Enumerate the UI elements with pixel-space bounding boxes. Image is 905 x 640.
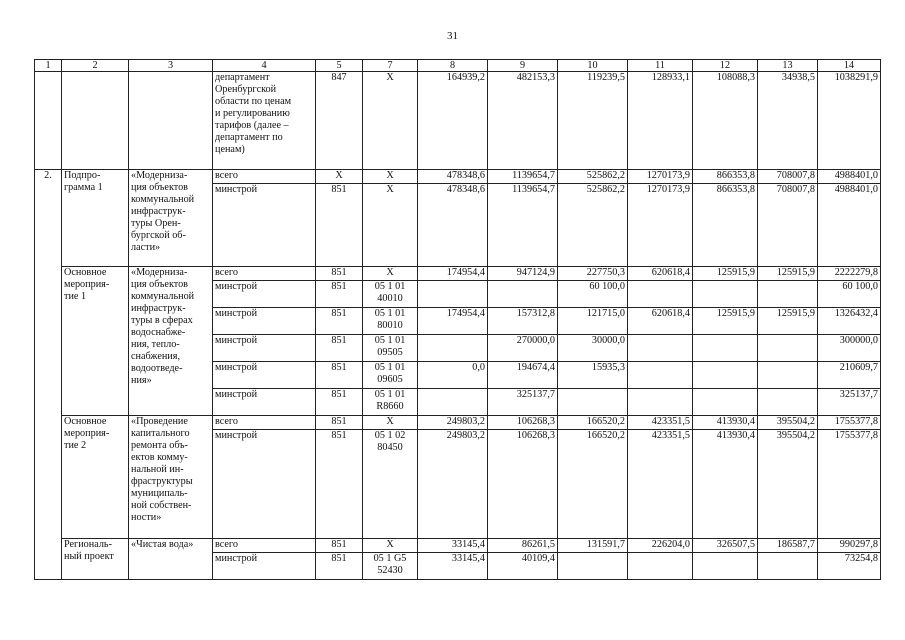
cell-code: X bbox=[363, 267, 418, 281]
table-row bbox=[35, 170, 881, 184]
table-row bbox=[35, 72, 881, 170]
cell-value: 186587,7 bbox=[758, 539, 818, 553]
cell-value: 990297,8 bbox=[818, 539, 881, 553]
cell-code: 05 1 01 40010 bbox=[363, 281, 418, 308]
cell-value: 174954,4 bbox=[418, 267, 488, 281]
page-number: 31 bbox=[447, 30, 458, 42]
cell-executor: минстрой bbox=[213, 281, 316, 308]
cell-code: 05 1 02 80450 bbox=[363, 430, 418, 539]
budget-table bbox=[34, 59, 881, 580]
cell-value bbox=[418, 281, 488, 308]
cell-value: 413930,4 bbox=[693, 430, 758, 539]
cell-grbs: 851 bbox=[316, 335, 363, 362]
cell-value: 33145,4 bbox=[418, 539, 488, 553]
cell-value: 395504,2 bbox=[758, 430, 818, 539]
cell-value: 866353,8 bbox=[693, 184, 758, 267]
cell-grbs: 847 bbox=[316, 72, 363, 170]
cell-value: 1139654,7 bbox=[488, 184, 558, 267]
cell-value: 106268,3 bbox=[488, 416, 558, 430]
cell-code: 05 1 01 R8660 bbox=[363, 389, 418, 416]
cell-grbs: 851 bbox=[316, 184, 363, 267]
cell-value: 249803,2 bbox=[418, 416, 488, 430]
cell-value: 60 100,0 bbox=[818, 281, 881, 308]
cell-grbs: 851 bbox=[316, 308, 363, 335]
cell-value bbox=[758, 335, 818, 362]
cell-value: 423351,5 bbox=[628, 416, 693, 430]
cell-value: 227750,3 bbox=[558, 267, 628, 281]
cell-value: 157312,8 bbox=[488, 308, 558, 335]
cell-value: 1326432,4 bbox=[818, 308, 881, 335]
cell-value: 413930,4 bbox=[693, 416, 758, 430]
header-cell: 7 bbox=[363, 60, 418, 72]
cell-value: 4988401,0 bbox=[818, 184, 881, 267]
cell-value bbox=[418, 389, 488, 416]
cell-value: 33145,4 bbox=[418, 553, 488, 580]
cell-number: 2. bbox=[35, 170, 62, 580]
cell-value: 325137,7 bbox=[488, 389, 558, 416]
cell-value: 125915,9 bbox=[693, 267, 758, 281]
cell-value: 482153,3 bbox=[488, 72, 558, 170]
cell-status: Основное мероприя- тие 1 bbox=[62, 267, 129, 416]
cell-value bbox=[418, 335, 488, 362]
cell-value bbox=[693, 553, 758, 580]
cell-value: 106268,3 bbox=[488, 430, 558, 539]
cell-value bbox=[558, 553, 628, 580]
cell-value: 525862,2 bbox=[558, 184, 628, 267]
cell-status: Подпро- грамма 1 bbox=[62, 170, 129, 267]
cell-value: 125915,9 bbox=[693, 308, 758, 335]
cell-value: 1755377,8 bbox=[818, 416, 881, 430]
cell-value bbox=[758, 281, 818, 308]
cell-program-name: «Модерниза- ция объектов коммунальной инфраструк- туры в сферах водоснабже- ния, тепло- снабжения, водоотведе- ния» bbox=[129, 267, 213, 416]
cell-value: 30000,0 bbox=[558, 335, 628, 362]
header-cell: 13 bbox=[758, 60, 818, 72]
cell-value: 210609,7 bbox=[818, 362, 881, 389]
cell-value: 125915,9 bbox=[758, 267, 818, 281]
cell-code: 05 1 G5 52430 bbox=[363, 553, 418, 580]
table-row bbox=[35, 539, 881, 553]
cell-code: 05 1 01 09505 bbox=[363, 335, 418, 362]
cell-executor: департамент Оренбургской области по ценам и регулированию тарифов (далее – департамент по ценам) bbox=[213, 72, 316, 170]
cell-value: 423351,5 bbox=[628, 430, 693, 539]
cell-value: 478348,6 bbox=[418, 184, 488, 267]
cell-code: X bbox=[363, 170, 418, 184]
cell-value: 708007,8 bbox=[758, 184, 818, 267]
cell-value bbox=[693, 389, 758, 416]
cell-grbs: 851 bbox=[316, 362, 363, 389]
cell-value: 131591,7 bbox=[558, 539, 628, 553]
cell-grbs: 851 bbox=[316, 430, 363, 539]
header-cell: 2 bbox=[62, 60, 129, 72]
cell-code: 05 1 01 09605 bbox=[363, 362, 418, 389]
cell-executor: всего bbox=[213, 170, 316, 184]
cell-value: 164939,2 bbox=[418, 72, 488, 170]
cell-value: 174954,4 bbox=[418, 308, 488, 335]
cell-program-name bbox=[129, 72, 213, 170]
header-cell: 14 bbox=[818, 60, 881, 72]
cell-executor: минстрой bbox=[213, 362, 316, 389]
cell-value: 226204,0 bbox=[628, 539, 693, 553]
header-cell: 4 bbox=[213, 60, 316, 72]
cell-grbs: 851 bbox=[316, 416, 363, 430]
header-cell: 1 bbox=[35, 60, 62, 72]
cell-value bbox=[488, 281, 558, 308]
cell-grbs: 851 bbox=[316, 281, 363, 308]
cell-grbs: 851 bbox=[316, 553, 363, 580]
cell-value: 34938,5 bbox=[758, 72, 818, 170]
header-cell: 3 bbox=[129, 60, 213, 72]
cell-value bbox=[628, 362, 693, 389]
header-cell: 9 bbox=[488, 60, 558, 72]
cell-executor: всего bbox=[213, 539, 316, 553]
cell-executor: минстрой bbox=[213, 184, 316, 267]
header-row bbox=[35, 60, 881, 72]
cell-value bbox=[628, 553, 693, 580]
cell-value: 325137,7 bbox=[818, 389, 881, 416]
cell-code: X bbox=[363, 539, 418, 553]
table-row bbox=[35, 267, 881, 281]
cell-value: 166520,2 bbox=[558, 430, 628, 539]
cell-value bbox=[758, 553, 818, 580]
cell-value: 1270173,9 bbox=[628, 170, 693, 184]
cell-number bbox=[35, 72, 62, 170]
cell-value: 0,0 bbox=[418, 362, 488, 389]
cell-executor: минстрой bbox=[213, 430, 316, 539]
cell-value: 1270173,9 bbox=[628, 184, 693, 267]
header-cell: 10 bbox=[558, 60, 628, 72]
header-cell: 11 bbox=[628, 60, 693, 72]
cell-value bbox=[693, 281, 758, 308]
cell-executor: минстрой bbox=[213, 553, 316, 580]
cell-value: 1755377,8 bbox=[818, 430, 881, 539]
cell-code: X bbox=[363, 416, 418, 430]
cell-value: 478348,6 bbox=[418, 170, 488, 184]
cell-grbs: X bbox=[316, 170, 363, 184]
cell-value: 620618,4 bbox=[628, 267, 693, 281]
cell-value bbox=[558, 389, 628, 416]
header-cell: 8 bbox=[418, 60, 488, 72]
cell-code: X bbox=[363, 72, 418, 170]
cell-code: 05 1 01 80010 bbox=[363, 308, 418, 335]
cell-value: 194674,4 bbox=[488, 362, 558, 389]
cell-value: 326507,5 bbox=[693, 539, 758, 553]
cell-value: 866353,8 bbox=[693, 170, 758, 184]
cell-value: 119239,5 bbox=[558, 72, 628, 170]
cell-value: 125915,9 bbox=[758, 308, 818, 335]
header-cell: 12 bbox=[693, 60, 758, 72]
cell-value: 86261,5 bbox=[488, 539, 558, 553]
cell-grbs: 851 bbox=[316, 389, 363, 416]
cell-value bbox=[628, 389, 693, 416]
cell-value: 128933,1 bbox=[628, 72, 693, 170]
cell-value bbox=[693, 335, 758, 362]
cell-status: Региональ- ный проект bbox=[62, 539, 129, 580]
cell-program-name: «Проведение капитального ремонта объ- ектов комму- нальной ин- фраструктуры муниципаль- ной собствен- ности» bbox=[129, 416, 213, 539]
cell-value: 15935,3 bbox=[558, 362, 628, 389]
cell-value: 395504,2 bbox=[758, 416, 818, 430]
cell-value bbox=[628, 281, 693, 308]
cell-code: X bbox=[363, 184, 418, 267]
header-cell: 5 bbox=[316, 60, 363, 72]
cell-value: 620618,4 bbox=[628, 308, 693, 335]
cell-value: 270000,0 bbox=[488, 335, 558, 362]
cell-value: 249803,2 bbox=[418, 430, 488, 539]
table-row bbox=[35, 416, 881, 430]
cell-value: 108088,3 bbox=[693, 72, 758, 170]
cell-executor: минстрой bbox=[213, 389, 316, 416]
cell-value: 40109,4 bbox=[488, 553, 558, 580]
cell-status bbox=[62, 72, 129, 170]
cell-status: Основное мероприя- тие 2 bbox=[62, 416, 129, 539]
cell-value: 1038291,9 bbox=[818, 72, 881, 170]
cell-value bbox=[693, 362, 758, 389]
cell-value: 708007,8 bbox=[758, 170, 818, 184]
cell-value: 166520,2 bbox=[558, 416, 628, 430]
cell-value bbox=[628, 335, 693, 362]
cell-executor: минстрой bbox=[213, 335, 316, 362]
cell-value: 121715,0 bbox=[558, 308, 628, 335]
cell-value: 60 100,0 bbox=[558, 281, 628, 308]
cell-grbs: 851 bbox=[316, 267, 363, 281]
cell-value: 300000,0 bbox=[818, 335, 881, 362]
cell-grbs: 851 bbox=[316, 539, 363, 553]
cell-value bbox=[758, 362, 818, 389]
cell-program-name: «Модерниза- ция объектов коммунальной инфраструк- туры Орен- бургской об- ласти» bbox=[129, 170, 213, 267]
cell-executor: всего bbox=[213, 267, 316, 281]
cell-value: 1139654,7 bbox=[488, 170, 558, 184]
cell-value: 947124,9 bbox=[488, 267, 558, 281]
cell-value: 4988401,0 bbox=[818, 170, 881, 184]
cell-value: 525862,2 bbox=[558, 170, 628, 184]
cell-value bbox=[758, 389, 818, 416]
cell-executor: минстрой bbox=[213, 308, 316, 335]
cell-executor: всего bbox=[213, 416, 316, 430]
cell-value: 2222279,8 bbox=[818, 267, 881, 281]
cell-program-name: «Чистая вода» bbox=[129, 539, 213, 580]
cell-value: 73254,8 bbox=[818, 553, 881, 580]
